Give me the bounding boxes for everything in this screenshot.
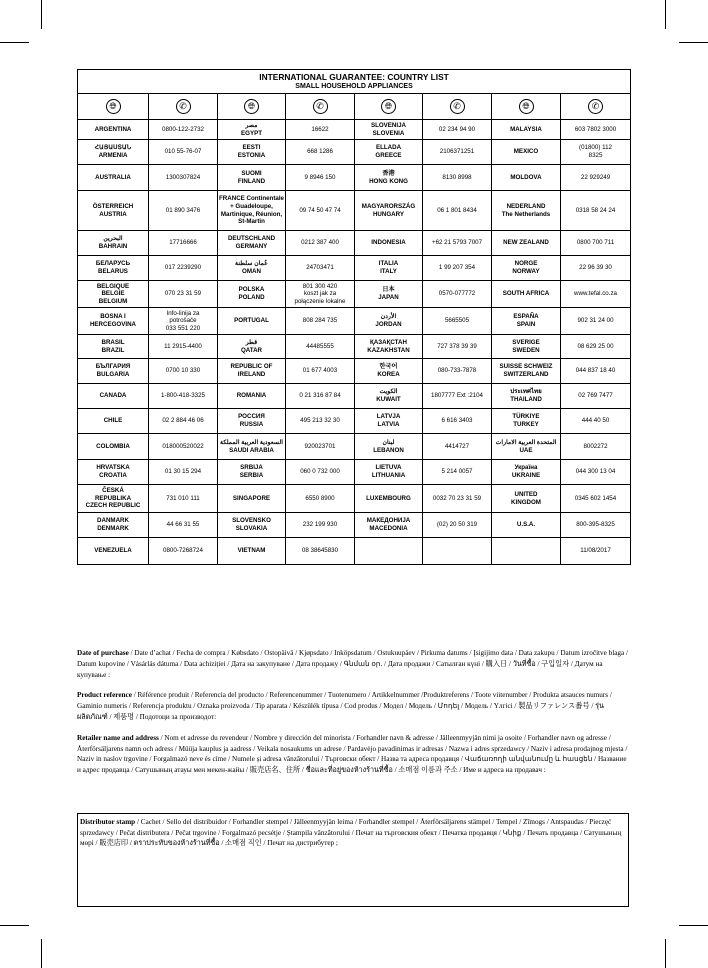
country-cell: BRASIL BRAZIL [78,335,149,359]
country-cell: NEDERLAND The Netherlands [492,191,561,231]
country-cell: 한국어 KOREA [355,359,423,384]
country-row [78,281,631,308]
country-cell: ÖSTERREICH AUSTRIA [78,191,149,231]
country-cell: MEXICO [492,140,561,165]
country-cell: CHILE [78,409,149,434]
distributor-stamp-box[interactable] [77,813,629,907]
phone-cell: 232 199 930 [286,513,355,538]
phone-cell: 24703471 [286,256,355,281]
phone-cell: 22 929249 [561,165,631,191]
phone-cell: 0345 602 1454 [561,485,631,513]
phone-cell: 44 66 31 55 [149,513,218,538]
phone-cell: 044 300 13 04 [561,460,631,485]
country-cell: LATVJA LATVIA [355,409,423,434]
phone-cell: 018000520022 [149,434,218,460]
country-cell: PORTUGAL [218,308,286,335]
country-table [77,69,631,565]
phone-cell: 01 890 3476 [149,191,218,231]
phone-cell: 6 616 3403 [423,409,492,434]
phone-cell: 0212 387 400 [286,231,355,256]
country-cell: الكويت KUWAIT [355,384,423,409]
country-cell: EESTI ESTONIA [218,140,286,165]
phone-icon: ✆ [588,99,603,114]
country-cell: Україна UKRAINE [492,460,561,485]
country-cell: لبنان LEBANON [355,434,423,460]
phone-cell: 44485555 [286,335,355,359]
country-cell: AUSTRALIA [78,165,149,191]
stamp-label: Distributor stamp [80,818,136,826]
phone-cell: 1300307824 [149,165,218,191]
phone-cell: 444 40 50 [561,409,631,434]
phone-cell: 5 214 0057 [423,460,492,485]
phone-cell: 070 23 31 59 [149,281,218,308]
country-row [78,460,631,485]
country-cell: NEW ZEALAND [492,231,561,256]
country-cell: U.S.A. [492,513,561,538]
phone-cell: 0800-122-2732 [149,120,218,140]
globe-icon: 🌐︎ [381,99,396,114]
field-label: Retailer name and address [77,733,159,742]
country-cell: ՀԱՅԱՍՏԱՆ ARMENIA [78,140,149,165]
country-cell: МАКЕДОНИЈА MACEDONIA [355,513,423,538]
crop-mark [0,42,29,43]
crop-mark [679,42,708,43]
country-cell: SUOMI FINLAND [218,165,286,191]
phone-cell: 0032 70 23 31 59 [423,485,492,513]
country-row [78,513,631,538]
phone-cell: 0570-077772 [423,281,492,308]
phone-cell: (02) 20 50 319 [423,513,492,538]
phone-cell: 727 378 39 39 [423,335,492,359]
page-title: INTERNATIONAL GUARANTEE: COUNTRY LIST [259,72,449,82]
country-cell: SUISSE SCHWEIZ SWITZERLAND [492,359,561,384]
country-cell: BOSNA I HERCEGOVINA [78,308,149,335]
country-row [78,231,631,256]
phone-cell: 4414727 [423,434,492,460]
country-cell: الأردن JORDAN [355,308,423,335]
phone-cell: 902 31 24 00 [561,308,631,335]
country-cell: UNITED KINGDOM [492,485,561,513]
phone-icon: ✆ [176,99,191,114]
icon-header-row [78,94,631,120]
field-label: Product reference [77,691,132,700]
country-cell: BELGIQUE BELGIE BELGIUM [78,281,149,308]
country-row [78,165,631,191]
field-translations: / Date d’achat / Fecha de compra / Købsdato / Ostopäivä / Kjøpsdato / Inköpsdatum / Ostukuupäev / Pirkuma datums / Įsigijimo data / Data zakupu / Datum izročitve blaga / Datum kupovine / Vásárlás dátuma / Data achiziției / Дата на закупуване / Дата продажу / Գնման օր. / Дата продажи / Сатылған күні / 購入日 / วันที่ซื้อ / 구입일자 / Датум на купување : [77,649,628,679]
country-cell: REPUBLIC OF IRELAND [218,359,286,384]
phone-cell: 0700 10 330 [149,359,218,384]
phone-cell: 060 0 732 000 [286,460,355,485]
phone-cell: +62 21 5793 7007 [423,231,492,256]
country-row [78,120,631,140]
phone-cell: 9 8946 150 [286,165,355,191]
product-reference-field[interactable] [77,690,630,722]
phone-cell: 8130 8998 [423,165,492,191]
country-cell: المتحدة العربية الامارات UAE [492,434,561,460]
country-cell: ARGENTINA [78,120,149,140]
globe-icon: 🌐︎ [244,99,259,114]
crop-mark [665,939,666,968]
phone-cell: 731 010 111 [149,485,218,513]
phone-cell: 0 21 316 87 84 [286,384,355,409]
phone-cell: 2106371251 [423,140,492,165]
country-cell: ประเทศไทย THAILAND [492,384,561,409]
phone-cell: 08 629 25 00 [561,335,631,359]
phone-cell: (01800) 112 8325 [561,140,631,165]
phone-cell: 01 677 4003 [286,359,355,384]
country-row [78,335,631,359]
country-cell: 日本 JAPAN [355,281,423,308]
country-row [78,538,631,565]
country-row [78,434,631,460]
country-cell: NORGE NORWAY [492,256,561,281]
country-row [78,256,631,281]
phone-cell: 0318 58 24 24 [561,191,631,231]
phone-cell: 5665505 [423,308,492,335]
phone-cell: 808 284 735 [286,308,355,335]
country-list-sheet [77,69,630,565]
country-cell: ҚАЗАҚСТАН KAZAKHSTAN [355,335,423,359]
field-translations: / Nom et adresse du revendeur / Nombre y dirección del minorista / Forhandler navn & adresse / Jälleenmyyjän nimi ja osoite / Forhandler navn og adresse / Återförsäljarens namn och adress / Müüja kauplus ja aadress / Veikala nosaukums un adrese / Pardavėjo pavadinimas ir adresas / Nazwa i adres sprzedawcy / Naziv i adresa prodajnog mjesta / Naziv in naslov trgovine / Forgalmazó neve és címe / Numele și adresa vânzătorului / Търговски обект / Назва та адреса продавця / Վաճառողի անվանումը և հասցեն / Название и адрес продавца / Сатушының атауы мен мекен-жайы / 販売店名、住所 / ชื่อและที่อยู่ของห้างร้านที่ซื้อ / 소매점 이름과 주소 / Име и адреса на продавач : [77,733,628,775]
country-row [78,140,631,165]
country-cell: SVERIGE SWEDEN [492,335,561,359]
phone-cell: 800-395-8325 [561,513,631,538]
phone-cell: 02 234 94 90 [423,120,492,140]
retailer-field[interactable] [77,733,630,776]
phone-cell: 01 30 15 294 [149,460,218,485]
phone-cell: 080-733-7878 [423,359,492,384]
country-cell: ROMANIA [218,384,286,409]
country-rows [78,120,631,565]
phone-cell: 02 2 884 46 06 [149,409,218,434]
country-cell: ESPAÑA SPAIN [492,308,561,335]
phone-cell: 17716666 [149,231,218,256]
country-cell: قطر QATAR [218,335,286,359]
phone-cell: 044 837 18 40 [561,359,631,384]
country-cell: VENEZUELA [78,538,149,565]
phone-cell: 603 7802 3000 [561,120,631,140]
phone-cell: 06 1 801 8434 [423,191,492,231]
country-cell: مصر EGYPT [218,120,286,140]
phone-icon: ✆ [450,99,465,114]
phone-cell: 668 1286 [286,140,355,165]
country-cell: SLOVENSKO SLOVAKIA [218,513,286,538]
country-cell: POLSKA POLAND [218,281,286,308]
country-cell: 香港 HONG KONG [355,165,423,191]
country-cell: SINGAPORE [218,485,286,513]
phone-cell: 495 213 32 30 [286,409,355,434]
phone-cell: 8002272 [561,434,631,460]
phone-cell: 02 769 7477 [561,384,631,409]
country-cell: MAGYARORSZÁG HUNGARY [355,191,423,231]
country-cell: HRVATSKA CROATIA [78,460,149,485]
country-cell: БЕЛАРУСЬ BELARUS [78,256,149,281]
phone-cell: 0800 700 711 [561,231,631,256]
crop-mark [0,925,29,926]
phone-cell: 1-800-418-3325 [149,384,218,409]
country-cell: COLOMBIA [78,434,149,460]
country-cell: CANADA [78,384,149,409]
phone-cell: 6550 8900 [286,485,355,513]
field-label: Date of purchase [77,649,129,657]
country-cell: SRBIJA SERBIA [218,460,286,485]
country-cell: السعودية العربية المملكة SAUDI ARABIA [218,434,286,460]
country-cell [355,538,423,565]
country-row [78,409,631,434]
phone-cell: 08 38645830 [286,538,355,565]
country-cell: ITALIA ITALY [355,256,423,281]
country-cell: ELLADA GREECE [355,140,423,165]
country-cell [492,538,561,565]
country-cell: VIETNAM [218,538,286,565]
country-cell: INDONESIA [355,231,423,256]
form-sections [77,648,630,786]
phone-cell: 11/08/2017 [561,538,631,565]
phone-cell: 920023701 [286,434,355,460]
country-cell: ČESKÁ REPUBLIKA CZECH REPUBLIC [78,485,149,513]
country-row [78,191,631,231]
crop-mark [41,939,42,968]
globe-icon: 🌐︎ [106,99,121,114]
phone-cell: Info-linija za potrošače 033 551 220 [149,308,218,335]
phone-cell: 16622 [286,120,355,140]
country-cell: MALAYSIA [492,120,561,140]
globe-icon: 🌐︎ [519,99,534,114]
title-cell [78,70,631,94]
date-of-purchase-field[interactable] [77,648,630,680]
phone-cell: 1807777 Ext :2104 [423,384,492,409]
crop-mark [41,0,42,29]
phone-cell: 010 55-76-07 [149,140,218,165]
country-cell: БЪЛГАРИЯ BULGARIA [78,359,149,384]
country-row [78,485,631,513]
country-cell: LIETUVA LITHUANIA [355,460,423,485]
country-cell: SLOVENIJA SLOVENIA [355,120,423,140]
country-cell: TÜRKIYE TURKEY [492,409,561,434]
country-cell: عُمان سلطنة OMAN [218,256,286,281]
country-cell: FRANCE Continentale + Guadeloupe, Martinique, Réunion, St-Martin [218,191,286,231]
country-row [78,308,631,335]
phone-cell: www.tefal.co.za [561,281,631,308]
country-cell: SOUTH AFRICA [492,281,561,308]
country-cell: DANMARK DENMARK [78,513,149,538]
phone-cell: 11 2915-4400 [149,335,218,359]
country-cell: DEUTSCHLAND GERMANY [218,231,286,256]
phone-cell: 09 74 50 47 74 [286,191,355,231]
country-cell: РОССИЯ RUSSIA [218,409,286,434]
phone-cell: 1 99 207 354 [423,256,492,281]
phone-icon: ✆ [313,99,328,114]
country-cell: MOLDOVA [492,165,561,191]
crop-mark [665,0,666,29]
country-cell: البحرين BAHRAIN [78,231,149,256]
phone-cell [423,538,492,565]
stamp-translations: / Cachet / Sello del distribuidor / Forhandler stempel / Jälleenmyyjän leima / Forhandler stempel / Återförsäljarens stämpel / Tempel / Zīmogs / Antspaudas / Pieczęć sprzedawcy / Pečat distributera / Pečat trgovine / Forgalmazó pecsétje / Ștampila vânzătorului / Печат на търговския обект / Печатка продавця / Կնիք / Печать продавца / Сатушының мөрі / 販売店印 / ตราประทับของห้างร้านที่ซื้อ / 소매점 직인 / Печат на дистрибутер ; [80,818,622,848]
country-cell: LUXEMBOURG [355,485,423,513]
phone-cell: 0800-7268724 [149,538,218,565]
phone-cell: 22 96 39 30 [561,256,631,281]
phone-cell: 017 2239290 [149,256,218,281]
crop-mark [679,925,708,926]
country-row [78,359,631,384]
page-subtitle: SMALL HOUSEHOLD APPLIANCES [295,83,413,90]
field-translations: / Référence produit / Referencia del producto / Referencenummer / Tuotenumero / Artikkelnummer /Produktreferens / Toote viitenumber / Produkta atsauces numurs / Gaminio numeris / Referencja produktu / Oznaka proizvoda / Tip aparata / Készülék típusa / Cod produs / Модел / Модель / Մոդել / Модель / Үлгісі / 製品リファレンス番号 / รุ่นผลิตภัณฑ์ / 제품명 / Подотоци за производот: [77,691,612,721]
phone-cell: 801 300 420 koszt jak za połączenie lokalne [286,281,355,308]
country-row [78,384,631,409]
